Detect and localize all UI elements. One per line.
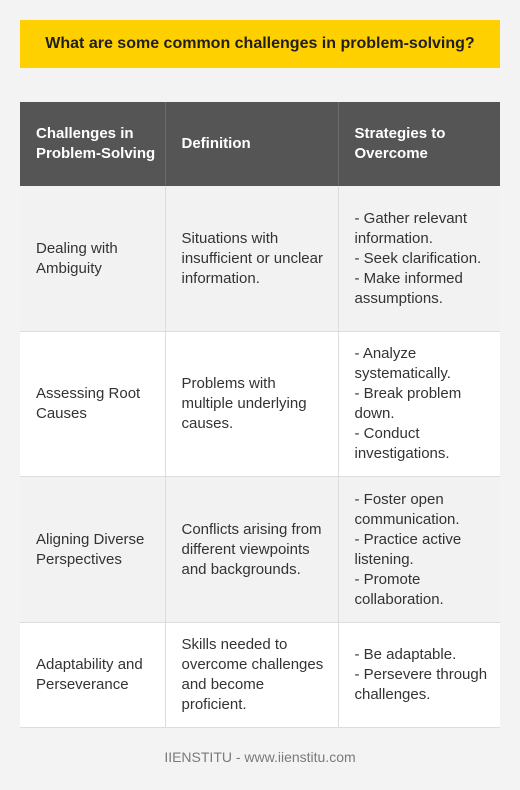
strategy-item: - Promote collaboration.	[354, 570, 444, 608]
table-header-row	[20, 102, 500, 186]
strategies-cell	[338, 623, 500, 728]
table-row	[20, 477, 500, 623]
challenges-table	[20, 102, 500, 728]
definition-cell: Skills needed to overcome challenges and become proficient.	[165, 623, 338, 728]
challenge-cell: Assessing Root Causes	[20, 332, 165, 477]
strategy-item: - Make informed assumptions.	[354, 269, 463, 307]
column-header-definition: Definition	[165, 102, 338, 186]
strategy-item: - Seek clarification.	[354, 249, 482, 267]
challenge-cell: Dealing with Ambiguity	[20, 186, 165, 332]
table-row	[20, 186, 500, 332]
strategy-item: - Foster open communication.	[354, 490, 460, 528]
strategies-cell	[338, 332, 500, 477]
footer-credit: IIENSTITU - www.iienstitu.com	[164, 749, 356, 765]
strategies-cell	[338, 186, 500, 332]
definition-cell: Situations with insufficient or unclear information.	[165, 186, 338, 332]
strategy-item: - Analyze systematically.	[354, 345, 451, 382]
strategy-item: - Break problem down.	[354, 385, 462, 422]
table-row	[20, 332, 500, 477]
strategy-item: - Be adaptable.	[354, 646, 457, 663]
strategy-item: - Practice active listening.	[354, 530, 462, 568]
definition-cell: Problems with multiple underlying causes.	[165, 332, 338, 477]
title-banner	[20, 20, 500, 68]
table-row	[20, 623, 500, 728]
column-header-strategies: Strategies to Overcome	[338, 102, 500, 186]
column-header-challenges: Challenges in Problem-Solving	[20, 102, 165, 186]
strategy-item: - Conduct investigations.	[354, 425, 450, 462]
strategy-item: - Persevere through challenges.	[354, 666, 488, 703]
challenge-cell: Aligning Diverse Perspectives	[20, 477, 165, 623]
strategy-item: - Gather relevant information.	[354, 209, 468, 247]
challenge-cell: Adaptability and Perseverance	[20, 623, 165, 728]
definition-cell: Conflicts arising from different viewpoints and backgrounds.	[165, 477, 338, 623]
strategies-cell	[338, 477, 500, 623]
page-title: What are some common challenges in problem-solving?	[45, 35, 475, 52]
